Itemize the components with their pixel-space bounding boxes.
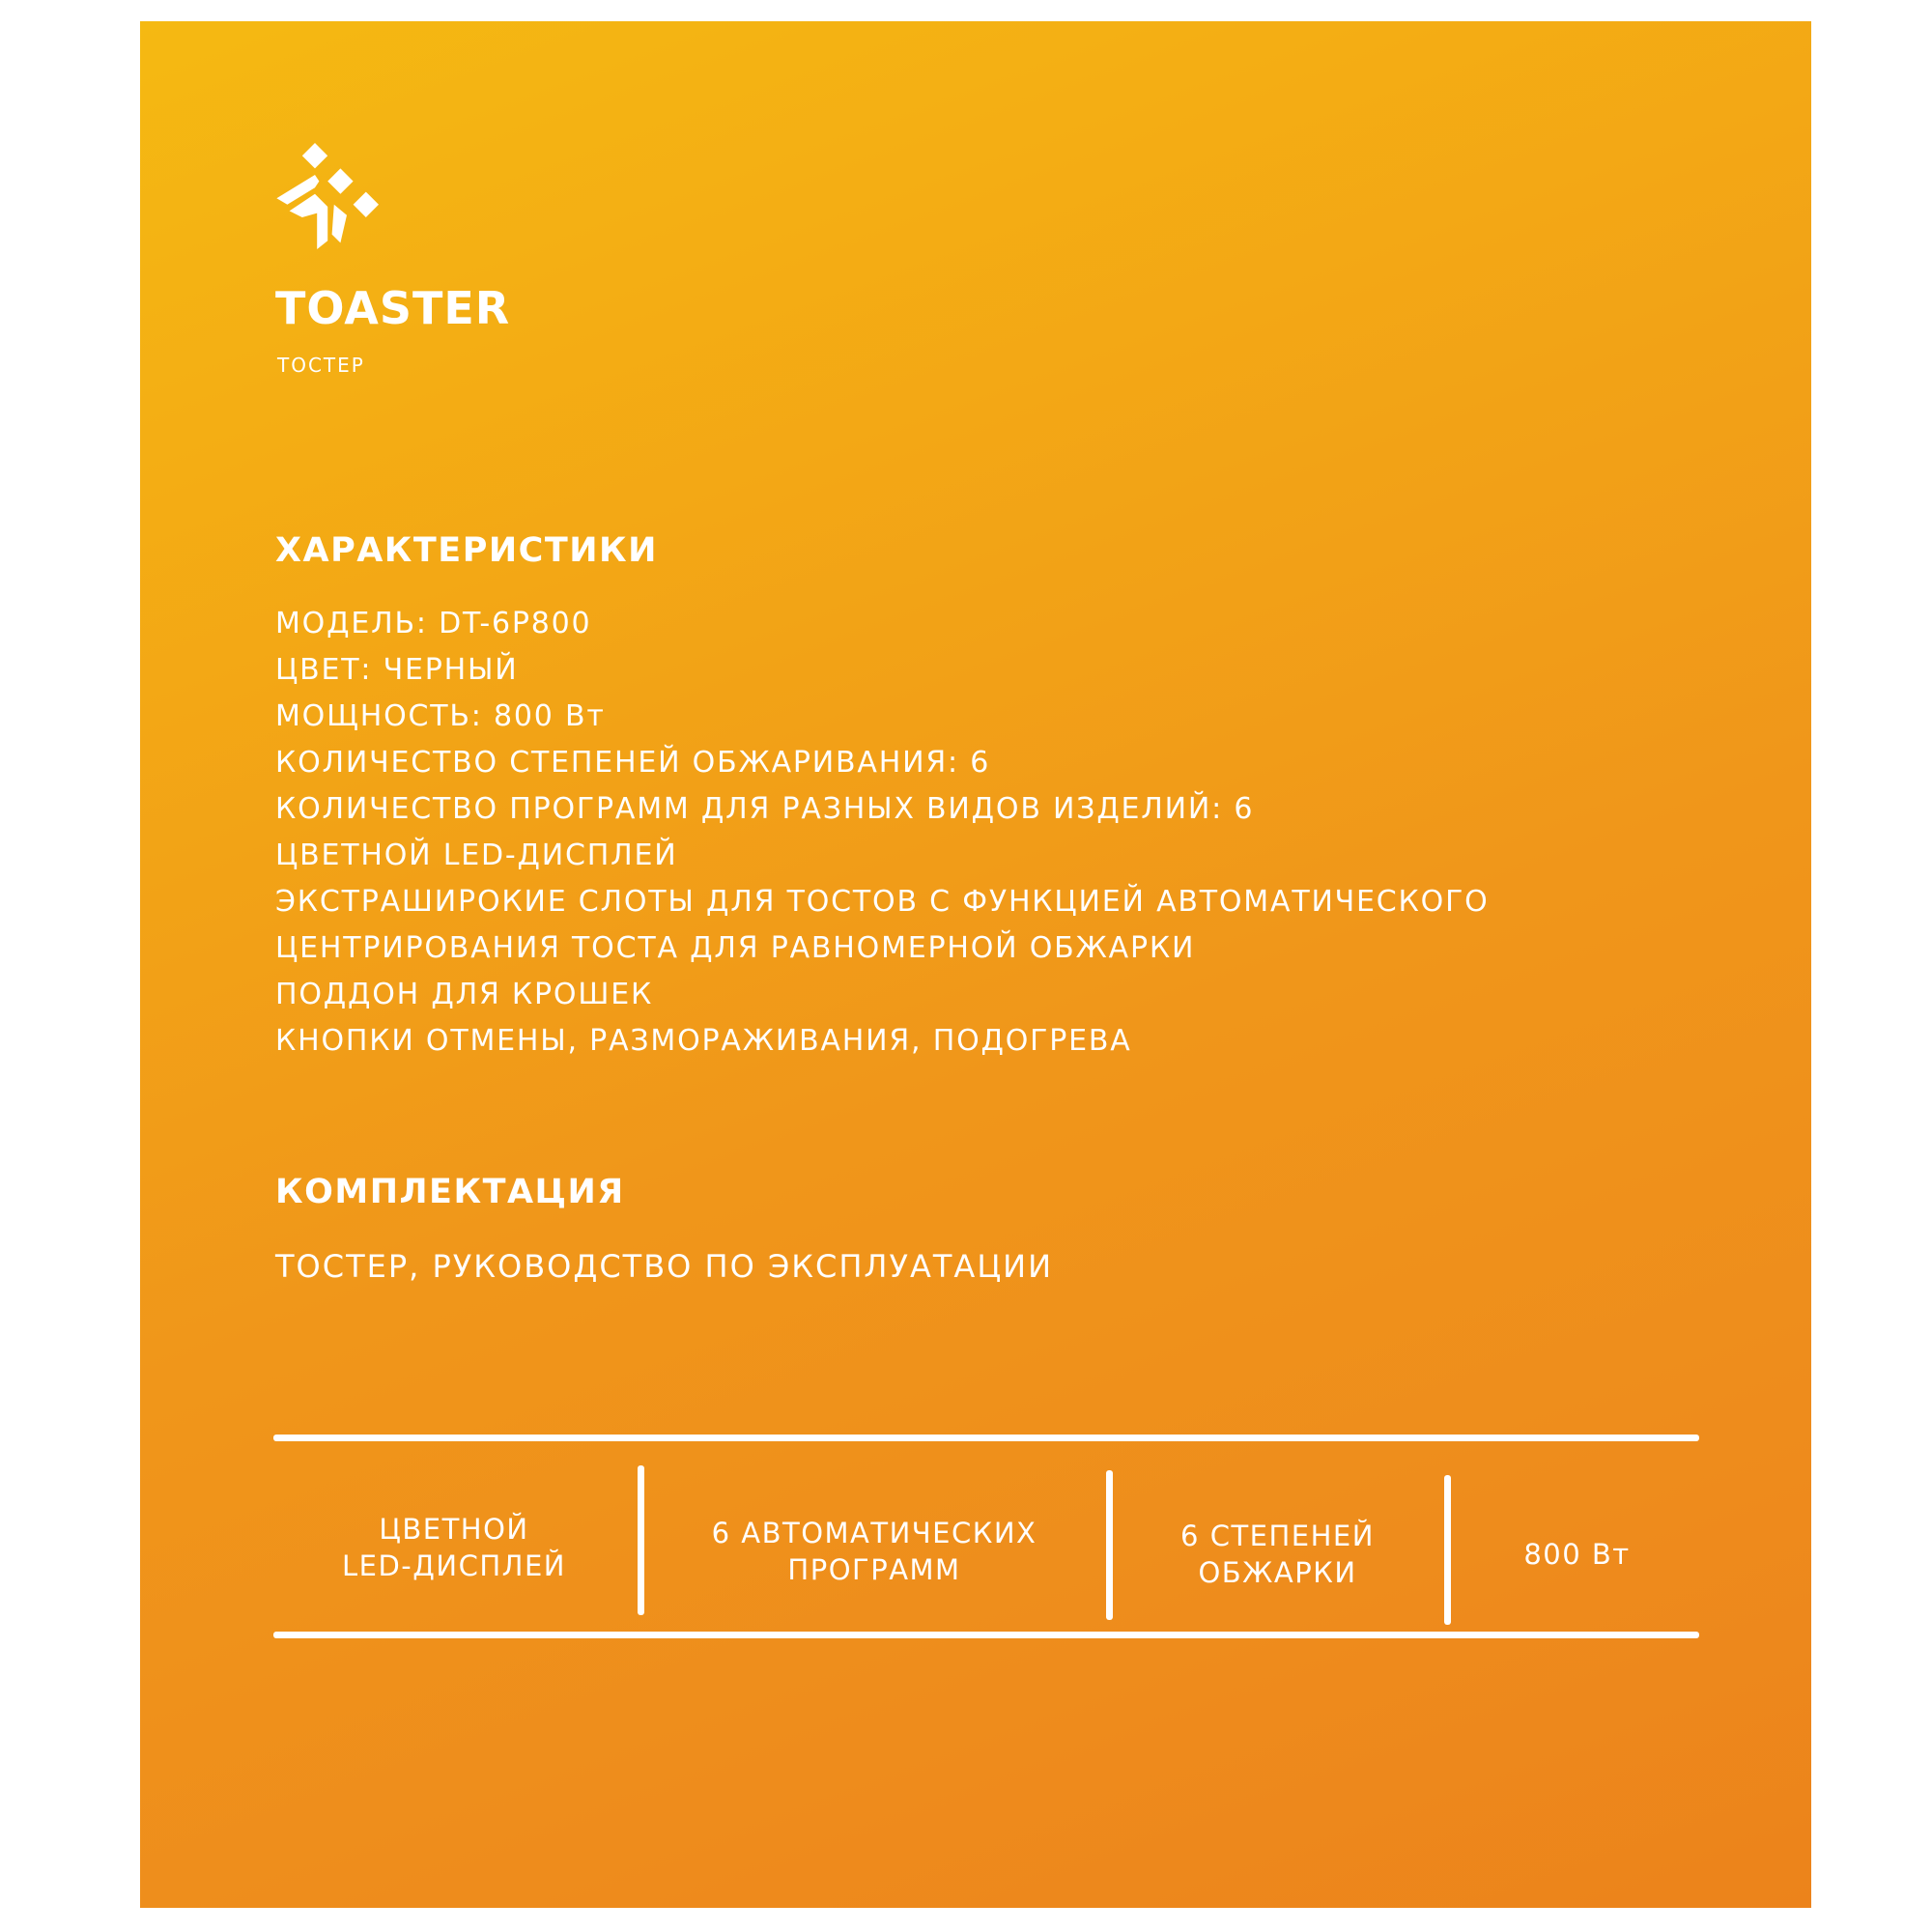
spec-slots-line-2: ЦЕНТРИРОВАНИЯ ТОСТА ДЛЯ РАВНОМЕРНОЙ ОБЖАРКИ (275, 931, 1196, 965)
feature-programs-line-1: 6 АВТОМАТИЧЕСКИХ (711, 1517, 1037, 1549)
feature-divider (1106, 1470, 1113, 1620)
brand-title: TOASTER (275, 282, 511, 334)
spec-buttons: КНОПКИ ОТМЕНЫ, РАЗМОРАЖИВАНИЯ, ПОДОГРЕВА (275, 1024, 1132, 1058)
brand-subtitle: ТОСТЕР (277, 354, 365, 377)
spec-browning-levels: КОЛИЧЕСТВО СТЕПЕНЕЙ ОБЖАРИВАНИЯ: 6 (275, 746, 991, 780)
toaster-box-back-panel (140, 21, 1811, 1908)
spec-programs: КОЛИЧЕСТВО ПРОГРАММ ДЛЯ РАЗНЫХ ВИДОВ ИЗДЕЛИЙ: 6 (275, 792, 1255, 826)
feature-bar-top-divider (273, 1435, 1699, 1441)
spec-crumb-tray: ПОДДОН ДЛЯ КРОШЕК (275, 978, 654, 1011)
specs-list (275, 601, 1490, 1065)
feature-divider (638, 1465, 644, 1615)
specs-heading: ХАРАКТЕРИСТИКИ (275, 531, 658, 570)
spec-power: МОЩНОСТЬ: 800 Вт (275, 699, 606, 733)
feature-browning-line-1: 6 СТЕПЕНЕЙ (1180, 1520, 1375, 1552)
feature-browning-line-2: ОБЖАРКИ (1198, 1556, 1357, 1589)
feature-divider (1444, 1475, 1451, 1625)
feature-power (1454, 1496, 1700, 1612)
feature-programs (647, 1493, 1101, 1609)
spec-model: МОДЕЛЬ: DT-6P800 (275, 607, 592, 640)
feature-bar-bottom-divider (273, 1632, 1699, 1638)
toaster-brand-logo-icon (272, 143, 379, 249)
feature-led-display-line-2: LED-ДИСПЛЕЙ (341, 1549, 566, 1582)
feature-power-value: 800 Вт (1523, 1538, 1631, 1571)
feature-led-display (275, 1490, 633, 1605)
feature-led-display-line-1: ЦВЕТНОЙ (379, 1513, 529, 1546)
feature-browning (1116, 1496, 1439, 1612)
package-heading: КОМПЛЕКТАЦИЯ (275, 1173, 625, 1211)
feature-programs-line-2: ПРОГРАММ (787, 1553, 961, 1586)
spec-slots-line-1: ЭКСТРАШИРОКИЕ СЛОТЫ ДЛЯ ТОСТОВ С ФУНКЦИЕЙ АВТОМАТИЧЕСКОГО (275, 885, 1490, 919)
spec-color: ЦВЕТ: ЧЕРНЫЙ (275, 653, 519, 687)
spec-display: ЦВЕТНОЙ LED-ДИСПЛЕЙ (275, 838, 678, 872)
package-contents: ТОСТЕР, РУКОВОДСТВО ПО ЭКСПЛУАТАЦИИ (275, 1248, 1054, 1285)
